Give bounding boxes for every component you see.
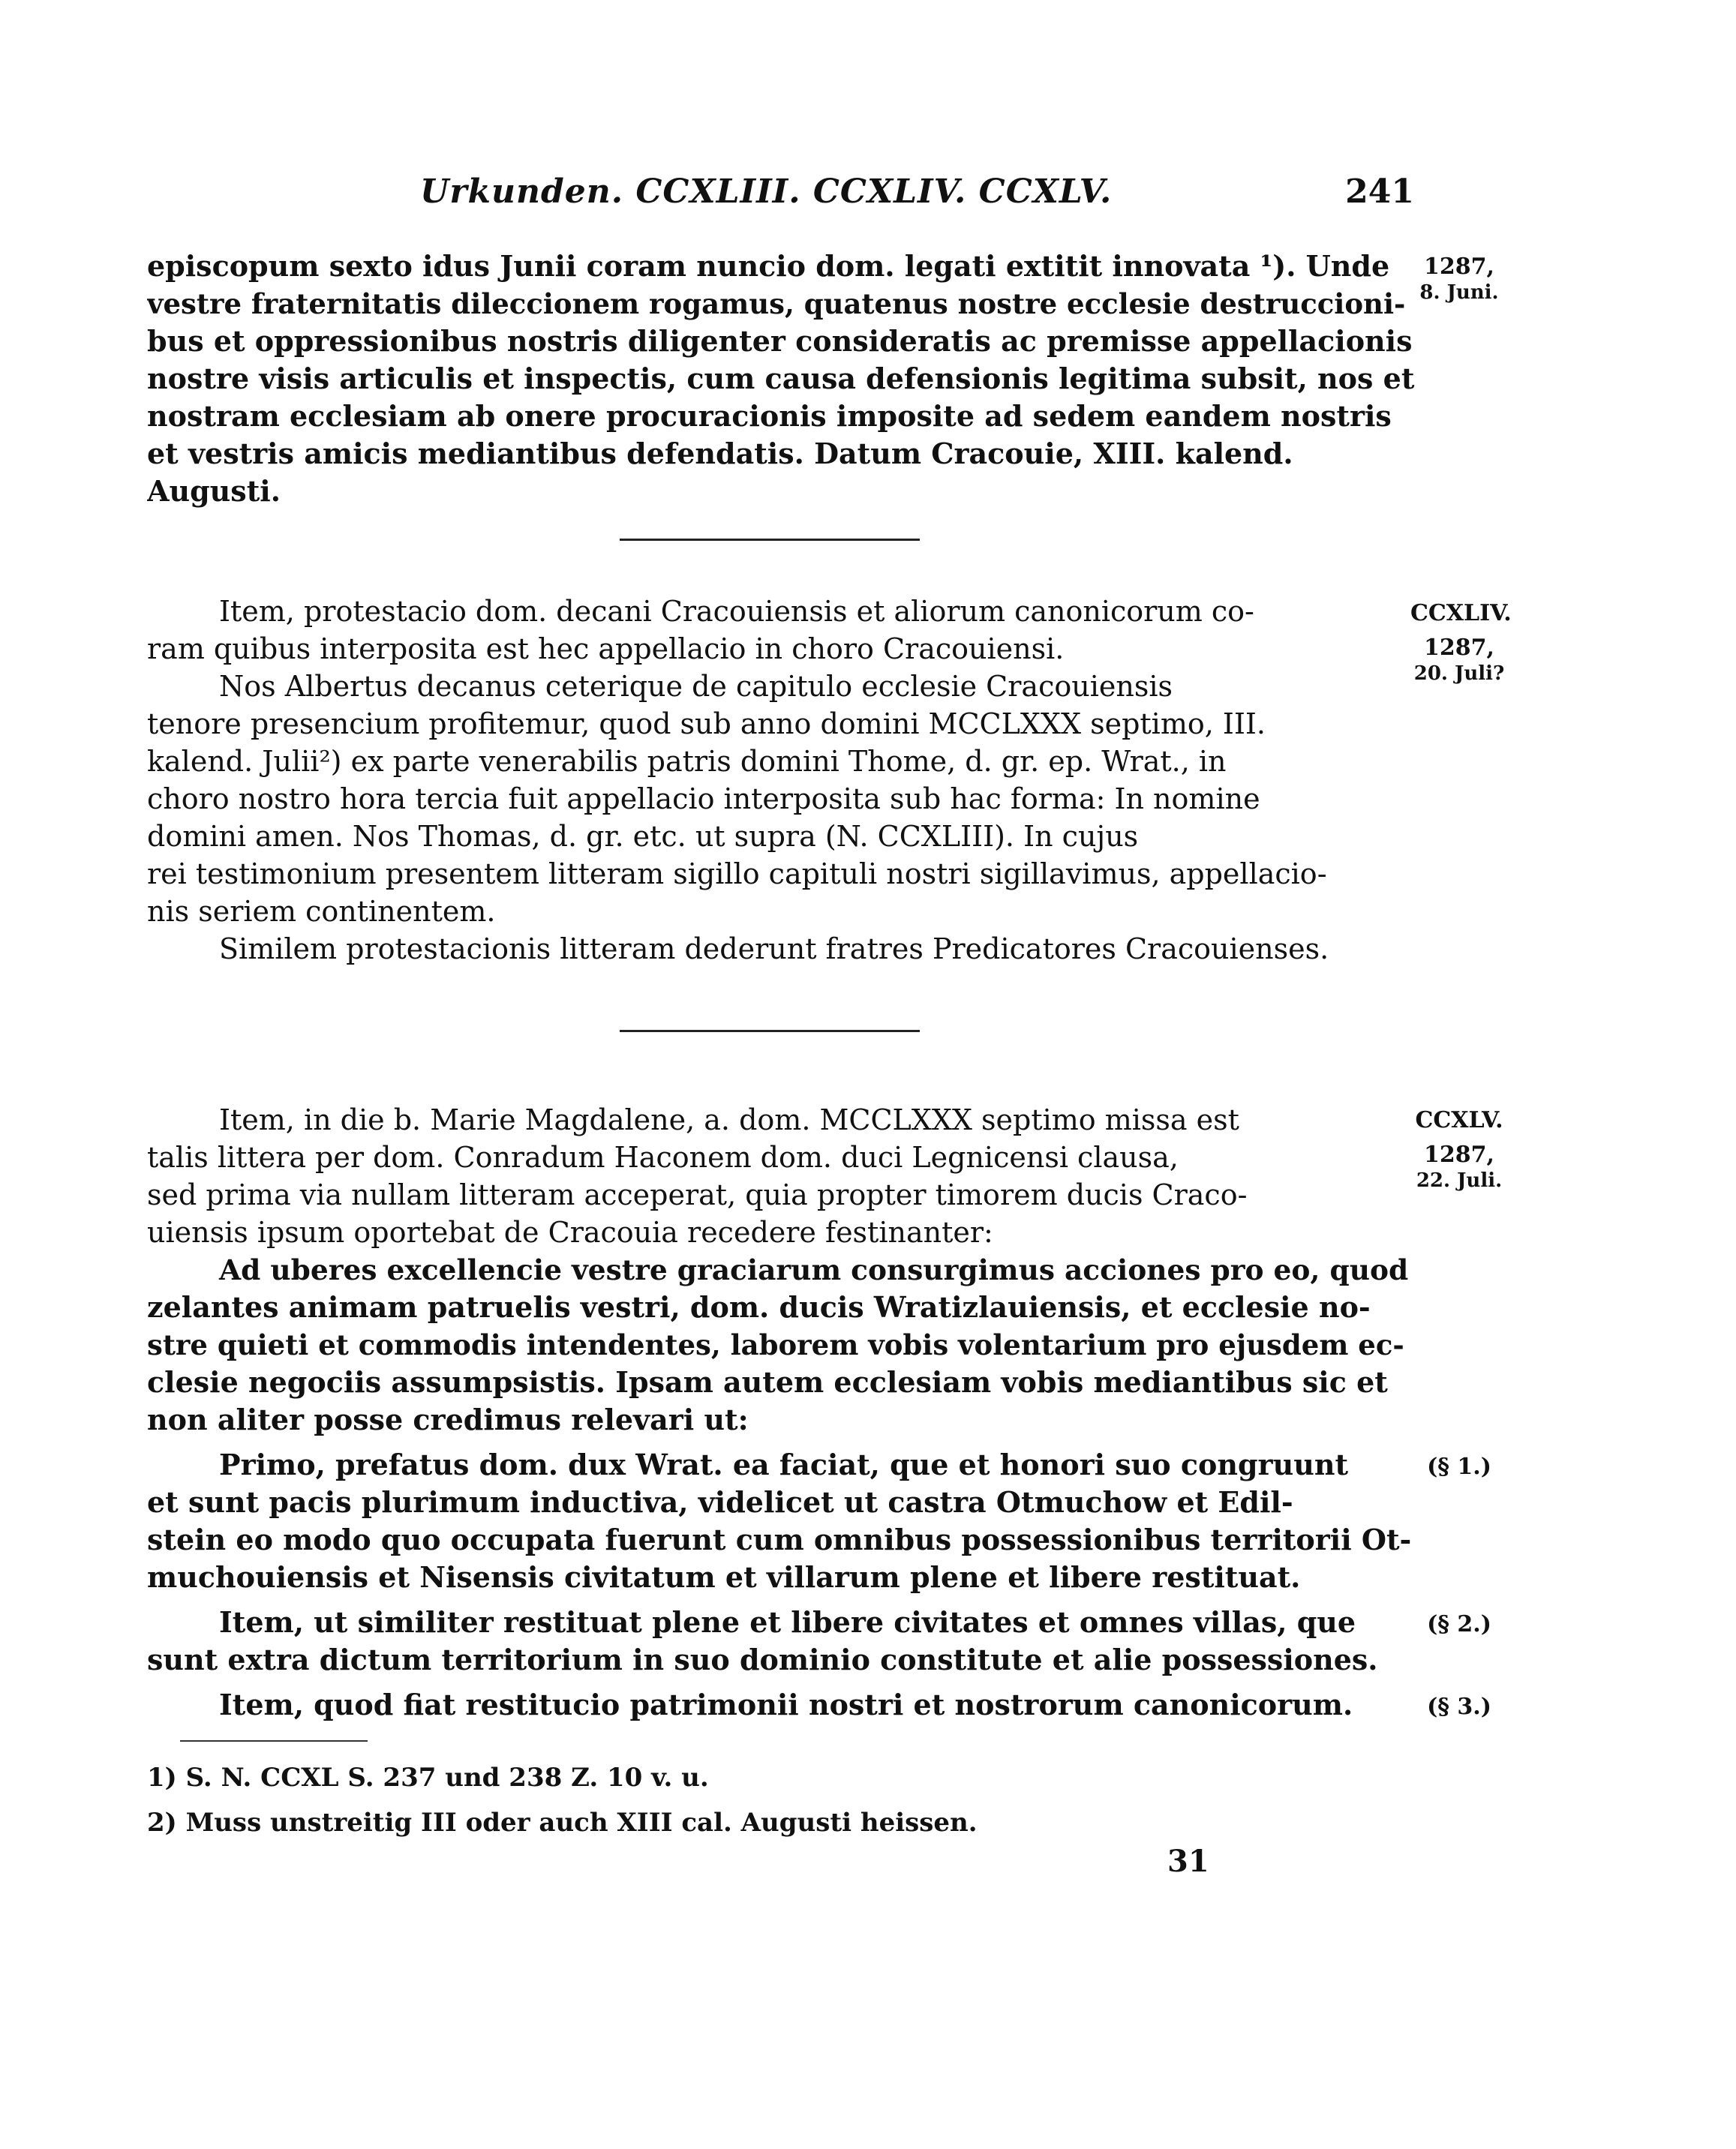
text-line: Augusti.: [147, 474, 281, 508]
text-line: stein eo modo quo occupata fuerunt cum omnibus possessionibus territorii Ot-: [147, 1523, 1412, 1556]
footnote-1: 1) S. N. CCXL S. 237 und 238 Z. 10 v. u.: [147, 1763, 709, 1793]
text-line: vestre fraternitatis dileccionem rogamus, quatenus nostre ecclesie destruccioni-: [147, 287, 1406, 320]
signature-mark: 31: [1167, 1844, 1209, 1879]
text-line: episcopum sexto idus Junii coram nuncio dom. legati extitit innovata ¹). Unde: [147, 249, 1390, 283]
text-line: nis seriem continentem.: [147, 895, 496, 928]
text-line: kalend. Julii²) ex parte venerabilis patris domini Thome, d. gr. ep. Wrat., in: [147, 745, 1227, 778]
margin-number: CCXLV.: [1415, 1107, 1503, 1133]
text-line: rei testimonium presentem litteram sigillo capituli nostri sigillavimus, appellacio-: [147, 857, 1327, 890]
margin-number: CCXLIV.: [1410, 600, 1512, 626]
footnote-2: 2) Muss unstreitig III oder auch XIII cal. Augusti heissen.: [147, 1808, 978, 1838]
text-line: Item, protestacio dom. decani Cracouiensis et aliorum canonicorum co-: [219, 595, 1254, 628]
text-line: muchouiensis et Nisensis civitatum et villarum plene et libere restituat.: [147, 1560, 1301, 1594]
section-mark: (§ 3.): [1427, 1694, 1491, 1720]
text-line: et vestris amicis mediantibus defendatis. Datum Cracouie, XIII. kalend.: [147, 437, 1293, 470]
text-line: Ad uberes excellencie vestre graciarum consurgimus acciones pro eo, quod: [219, 1253, 1409, 1286]
text-line: sunt extra dictum territorium in suo dominio constitute et alie possessiones.: [147, 1643, 1378, 1676]
text-line: sed prima via nullam litteram acceperat, quia propter timorem ducis Craco-: [147, 1178, 1248, 1211]
margin-note-243: [1410, 254, 1508, 305]
margin-year: 1287,: [1424, 254, 1494, 280]
text-line: Nos Albertus decanus ceterique de capitulo ecclesie Cracouiensis: [219, 670, 1173, 703]
text-line: choro nostro hora tercia fuit appellacio interposita sub hac forma: In nomine: [147, 782, 1260, 815]
text-line: clesie negociis assumpsistis. Ipsam autem ecclesiam vobis mediantibus sic et: [147, 1365, 1388, 1399]
footnote-rule: [180, 1740, 368, 1742]
text-line: nostre visis articulis et inspectis, cum causa defensionis legitima subsit, nos et: [147, 362, 1415, 395]
running-header: [420, 173, 1414, 218]
text-line: zelantes animam patruelis vestri, dom. ducis Wratizlauiensis, et ecclesie no-: [147, 1290, 1371, 1324]
text-line: stre quieti et commodis intendentes, laborem vobis volentarium pro ejusdem ec-: [147, 1328, 1404, 1361]
margin-note-245: [1410, 1107, 1508, 1193]
margin-date: 22. Juli.: [1416, 1169, 1503, 1192]
text-line: uiensis ipsum oportebat de Cracouia recedere festinanter:: [147, 1216, 993, 1249]
text-line: tenore presencium profitemur, quod sub anno domini MCCLXXX septimo, III.: [147, 707, 1266, 740]
margin-date: 8. Juni.: [1419, 281, 1499, 304]
text-line: talis littera per dom. Conradum Haconem dom. duci Legnicensi clausa,: [147, 1141, 1179, 1174]
text-line: Similem protestacionis litteram dederunt fratres Predicatores Cracouienses.: [219, 932, 1329, 965]
separator-rule: [620, 1030, 920, 1032]
header-title: Urkunden. CCXLIII. CCXLIV. CCXLV.: [420, 173, 1113, 211]
text-line: Primo, prefatus dom. dux Wrat. ea faciat, que et honori suo congruunt: [219, 1448, 1349, 1481]
section-mark: (§ 2.): [1427, 1611, 1491, 1637]
text-line: Item, ut similiter restituat plene et libere civitates et omnes villas, que: [219, 1605, 1356, 1639]
text-line: Item, quod fiat restitucio patrimonii nostri et nostrorum canonicorum.: [219, 1688, 1353, 1721]
text-line: Item, in die b. Marie Magdalene, a. dom. MCCLXXX septimo missa est: [219, 1103, 1239, 1136]
text-line: domini amen. Nos Thomas, d. gr. etc. ut supra (N. CCXLIII). In cujus: [147, 820, 1139, 853]
margin-year: 1287,: [1424, 1142, 1494, 1168]
text-line: nostram ecclesiam ab onere procuracionis imposite ad sedem eandem nostris: [147, 399, 1392, 433]
section-mark: (§ 1.): [1427, 1454, 1491, 1480]
margin-year: 1287,: [1424, 635, 1494, 661]
separator-rule: [620, 539, 920, 541]
text-line: ram quibus interposita est hec appellacio in choro Cracouiensi.: [147, 632, 1065, 665]
page-number: 241: [1345, 173, 1414, 211]
margin-date: 20. Juli?: [1413, 662, 1505, 685]
margin-note-244: [1410, 600, 1512, 686]
text-line: bus et oppressionibus nostris diligenter consideratis ac premisse appellacionis: [147, 324, 1413, 358]
text-line: et sunt pacis plurimum inductiva, videlicet ut castra Otmuchow et Edil-: [147, 1485, 1293, 1519]
text-line: non aliter posse credimus relevari ut:: [147, 1403, 749, 1436]
